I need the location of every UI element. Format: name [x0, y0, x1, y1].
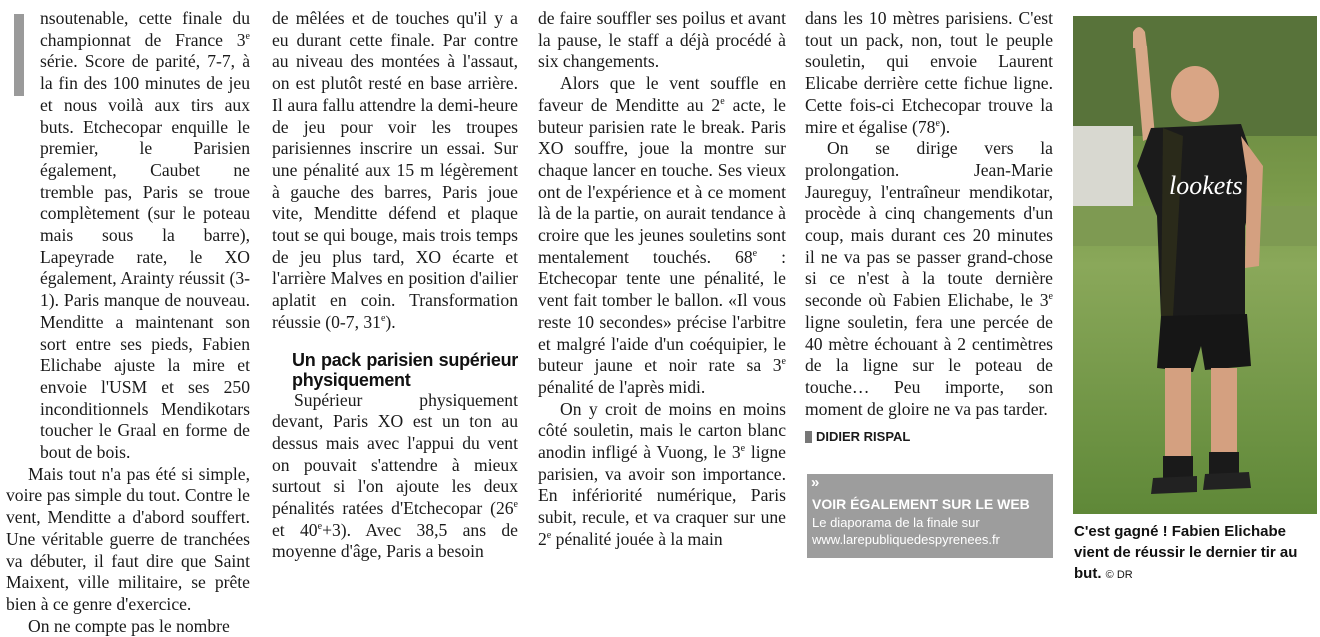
photo-caption: [1074, 521, 1320, 586]
author-name: DIDIER RISPAL: [816, 429, 911, 445]
paragraph: de mêlées et de touches qu'il y a eu durant cette finale. Par contre au niveau des montées à l'assaut, on est plutôt resté en base arrière. Il aura fallu attendre la demi-heure de jeu pour voir les troupes parisiennes inscrire un essai. Sur une pénalité aux 15 m légèrement à gauche des barres, Paris joue vite, Menditte défend et plaque tout se qui bouge, mais trois temps de jeu plus tard, XO écarte et l'arrière Malves en position d'ailier aplatit en coin. Transformation réussie (0-7, 31e).: [272, 8, 518, 332]
lead-paragraph: nsoutenable, cette finale du championnat de France 3e série. Score de parité, 7-7, à la fin des 100 minutes de jeu et nous voilà aux tirs aux buts. Etchecopar enquille le premier, le Parisien également, Caubet ne tremble pas, Paris se troue complètement (sur le poteau mais sous la barre), Lapeyrade rate, le XO également, Arainty réussit (3-1). Paris manque de nouveau. Menditte a maintenant son sort entre ses pieds, Fabien Elichabe ajuste la mire et envoie l'USM et ses 250 inconditionnels Mendikotars toucher le Graal en forme de bout de bois.: [40, 8, 250, 463]
paragraph: On ne compte pas le nombre: [28, 615, 230, 636]
chevron-right-icon: »: [811, 474, 820, 491]
paragraph: On y croit de moins en moins côté souletin, mais le carton blanc anodin infligé à Vuong, le 3e ligne parisien, va avoir son importance. En infériorité numérique, Paris subit, recule, et va craquer sur une 2e pénalité jouée à la main: [538, 398, 786, 549]
paragraph: On se dirige vers la prolongation. Jean-Marie Jaureguy, l'entraîneur mendikotar, procède à cinq changements d'un coup, mais durant ces 20 minutes il ne va pas se passer grand-chose si ce n'est à la toute dernière seconde où Fabien Elichabe, le 3e ligne souletin, fera une percée de 40 mètre échouant à 2 centimètres de la ligne sur le poteau de touche… Peu importe, son moment de gloire ne va pas tarder.: [805, 138, 1053, 419]
paragraph: de faire souffler ses poilus et avant la pause, le staff a déjà procédé à six changements.: [538, 8, 786, 72]
photo-illustration: [1073, 16, 1317, 514]
paragraph: Mais tout n'a pas été si simple, voire pas simple du tout. Contre le vent, Menditte a d'abord souffert. Une véritable guerre de tranchées va débuter, il faut dire que Saint Maixent, ville militaire, se prête bien à ce genre d'exercice.: [6, 463, 250, 614]
photo-credit: © DR: [1105, 569, 1133, 581]
initial-drop-bar: [14, 14, 24, 96]
article-column-2: [272, 8, 518, 563]
rugby-player-photo: [1073, 16, 1317, 514]
section-subheading: Un pack parisien supérieur physiquement: [292, 349, 518, 390]
paragraph: dans les 10 mètres parisiens. C'est tout un pack, non, tout le peuple souletin, qui envoie Laurent Elicabe derrière cette fichue ligne. Cette fois-ci Etchecopar trouve la mire et égalise (78e).: [805, 8, 1053, 137]
byline-marker-icon: [805, 431, 812, 443]
paragraph: Supérieur physiquement devant, Paris XO est un ton au dessus mais avec l'appui du vent on pouvait s'attendre à mieux surtout si l'on ajoute les deux pénalités ratées d'Etchecopar (26e et $40^e+3$). Avec 38,5 ans de moyenne d'âge, Paris a besoin: [272, 389, 518, 562]
article-column-1: [6, 8, 250, 637]
web-box-title: VOIR ÉGALEMENT SUR LE WEB: [812, 496, 1030, 512]
see-also-web-box[interactable]: [807, 474, 1053, 558]
paragraph: Alors que le vent souffle en faveur de Menditte au 2e acte, le buteur parisien rate le break. Paris XO souffre, joue la montre sur chaque lancer en touche. Ses vieux ont de l'expérience et à ce moment là de la partie, on aurait tendance à croire que les jeunes souletins sont mentalement touchés. 68e : Etchecopar tente une pénalité, le vent fait tomber le ballon. «Il vous reste 10 secondes» précise l'arbitre et malgré l'aide d'un coéquipier, le buteur jaune et noir rate sa 3e pénalité de l'après midi.: [538, 73, 786, 397]
article-column-4: [805, 8, 1053, 448]
jersey-text: lookets: [1169, 171, 1243, 200]
author-byline: [805, 426, 1053, 448]
web-box-text: Le diaporama de la finale sur: [812, 515, 980, 530]
web-box-link[interactable]: www.larepubliquedespyrenees.fr: [812, 532, 1000, 547]
caption-text: C'est gagné ! Fabien Elichabe vient de réussir le dernier tir au but.: [1074, 523, 1298, 582]
article-column-3: [538, 8, 786, 551]
